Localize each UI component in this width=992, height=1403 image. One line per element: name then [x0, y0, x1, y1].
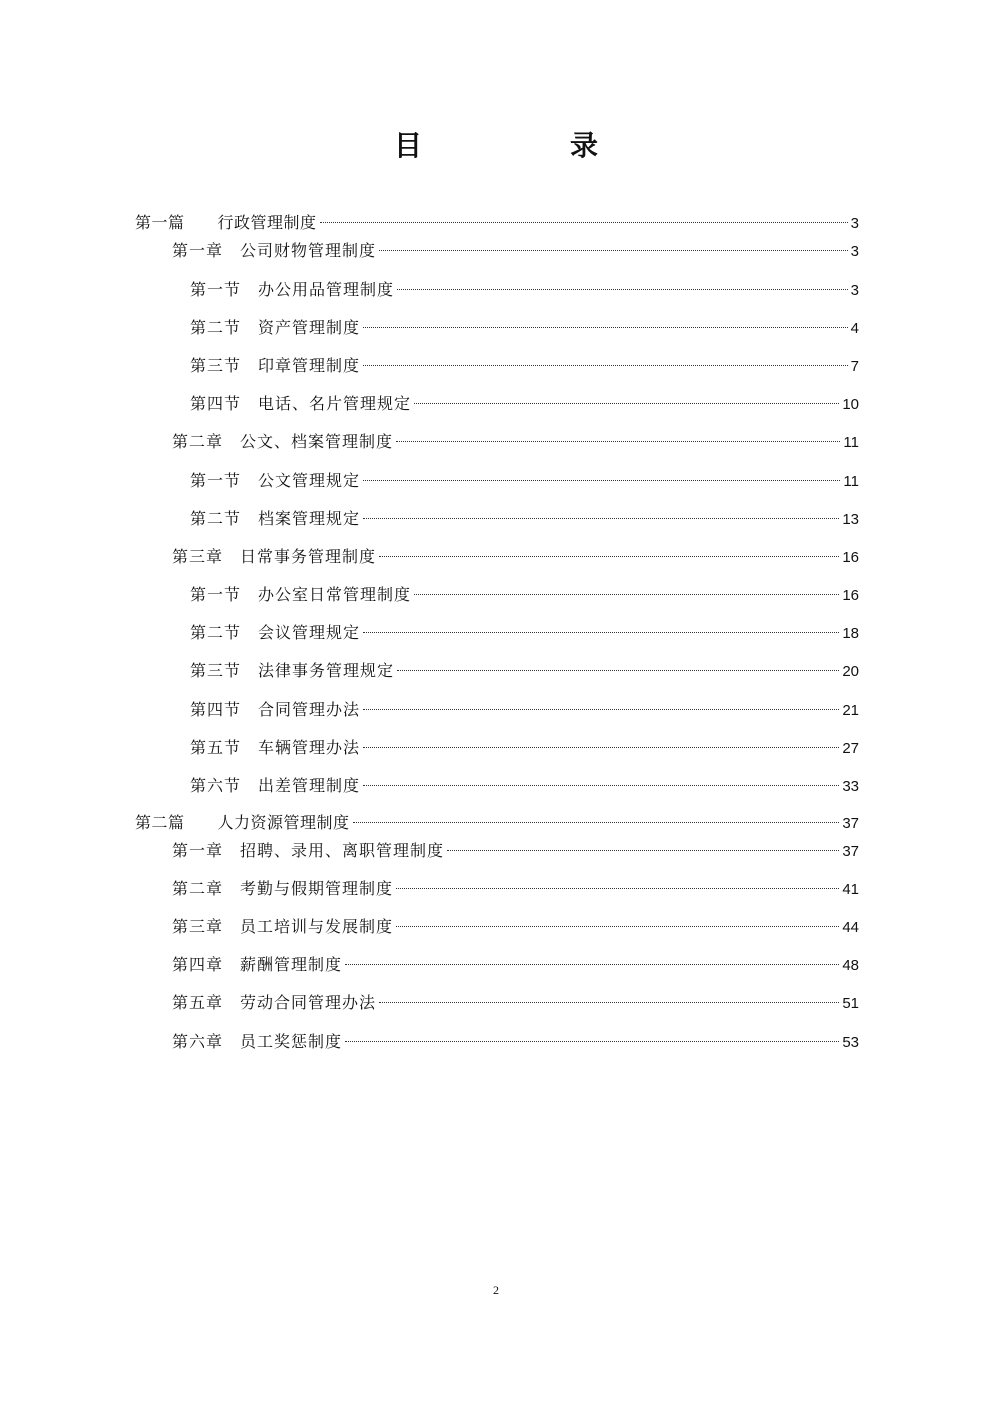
toc-entry-page: 16: [842, 549, 859, 566]
toc-entry-label: 第四节 合同管理办法: [190, 700, 361, 719]
toc-entry-label: 第六章 员工奖惩制度: [172, 1032, 343, 1051]
toc-entry[interactable]: [190, 277, 859, 303]
toc-entry[interactable]: [190, 658, 859, 684]
dot-leader: [363, 327, 848, 328]
toc-entry-label: 第一篇 行政管理制度: [135, 213, 317, 232]
toc-entry-page: 51: [842, 995, 859, 1012]
toc-entry-page: 33: [842, 778, 859, 795]
toc-entry-label: 第五章 劳动合同管理办法: [172, 993, 377, 1012]
toc-entry-page: 27: [842, 740, 859, 757]
toc-entry[interactable]: [190, 697, 859, 723]
toc-entry-label: 第三章 日常事务管理制度: [172, 547, 377, 566]
toc-entry[interactable]: [190, 582, 859, 608]
toc-entry-page: 41: [842, 881, 859, 898]
toc-entry-label: 第四节 电话、名片管理规定: [190, 394, 412, 413]
toc-entry-label: 第一章 招聘、录用、离职管理制度: [172, 841, 445, 860]
toc-entry[interactable]: [190, 468, 859, 494]
dot-leader: [379, 250, 848, 251]
dot-leader: [363, 365, 848, 366]
dot-leader: [320, 222, 848, 223]
dot-leader: [414, 403, 839, 404]
dot-leader: [447, 850, 839, 851]
toc-entry-page: 10: [842, 396, 859, 413]
toc-entry[interactable]: [172, 1029, 859, 1055]
dot-leader: [397, 289, 848, 290]
dot-leader: [363, 480, 840, 481]
toc-entry[interactable]: [172, 238, 859, 264]
toc-entry[interactable]: [172, 952, 859, 978]
toc-entry-page: 48: [842, 957, 859, 974]
toc-entry-label: 第五节 车辆管理办法: [190, 738, 361, 757]
toc-entry[interactable]: [190, 773, 859, 799]
toc-entry[interactable]: [190, 506, 859, 532]
toc-title: 目 录: [393, 129, 658, 162]
toc-entry-page: 21: [842, 702, 859, 719]
toc-entry-page: 37: [842, 815, 859, 832]
toc-entry[interactable]: [190, 391, 859, 417]
toc-entry-label: 第一节 办公室日常管理制度: [190, 585, 412, 604]
toc-entry-label: 第二节 资产管理制度: [190, 318, 361, 337]
dot-leader: [379, 556, 839, 557]
toc-entry-label: 第四章 薪酬管理制度: [172, 955, 343, 974]
toc-entry-page: 7: [850, 358, 859, 375]
toc-entry[interactable]: [190, 735, 859, 761]
toc-entry-page: 3: [850, 215, 859, 232]
toc-entry-page: 44: [842, 919, 859, 936]
toc-entry-page: 3: [850, 243, 859, 260]
toc-entry-label: 第二节 会议管理规定: [190, 623, 361, 642]
toc-entry-label: 第二篇 人力资源管理制度: [135, 813, 350, 832]
toc-entry-page: 20: [842, 663, 859, 680]
dot-leader: [363, 632, 839, 633]
toc-entry-label: 第二章 考勤与假期管理制度: [172, 879, 394, 898]
dot-leader: [363, 709, 839, 710]
toc-entry-page: 3: [850, 282, 859, 299]
dot-leader: [345, 964, 839, 965]
dot-leader: [345, 1041, 839, 1042]
dot-leader: [396, 926, 839, 927]
toc-entry-label: 第三节 印章管理制度: [190, 356, 361, 375]
toc-entry[interactable]: [172, 876, 859, 902]
toc-entry-label: 第六节 出差管理制度: [190, 776, 361, 795]
toc-entry-label: 第二节 档案管理规定: [190, 509, 361, 528]
toc-entry-label: 第一节 公文管理规定: [190, 471, 361, 490]
toc-entry-page: 4: [850, 320, 859, 337]
page-number: 2: [493, 1283, 499, 1297]
toc-entry-page: 37: [842, 843, 859, 860]
toc-entry-page: 18: [842, 625, 859, 642]
dot-leader: [396, 441, 840, 442]
dot-leader: [379, 1002, 839, 1003]
toc-entry-label: 第一节 办公用品管理制度: [190, 280, 395, 299]
dot-leader: [397, 670, 839, 671]
toc-entry-page: 11: [843, 434, 859, 451]
toc-entry-label: 第二章 公文、档案管理制度: [172, 432, 394, 451]
toc-entry[interactable]: [172, 838, 859, 864]
dot-leader: [363, 747, 839, 748]
dot-leader: [363, 518, 839, 519]
toc-entry-page: 13: [842, 511, 859, 528]
toc-entry-page: 11: [843, 473, 859, 490]
dot-leader: [353, 822, 840, 823]
toc-entry-label: 第一章 公司财物管理制度: [172, 241, 377, 260]
toc-entry[interactable]: [172, 544, 859, 570]
toc-entry-label: 第三章 员工培训与发展制度: [172, 917, 394, 936]
toc-entry[interactable]: [172, 990, 859, 1016]
dot-leader: [396, 888, 839, 889]
toc-entry[interactable]: [172, 429, 859, 455]
toc-entry[interactable]: [172, 914, 859, 940]
toc-entry[interactable]: [190, 620, 859, 646]
toc-entry-page: 53: [842, 1034, 859, 1051]
dot-leader: [363, 785, 839, 786]
toc-entry[interactable]: [135, 810, 859, 836]
toc-entry[interactable]: [190, 353, 859, 379]
toc-entry-page: 16: [842, 587, 859, 604]
toc-entry[interactable]: [190, 315, 859, 341]
toc-entry[interactable]: [135, 210, 859, 236]
dot-leader: [414, 594, 839, 595]
toc-entry-label: 第三节 法律事务管理规定: [190, 661, 395, 680]
